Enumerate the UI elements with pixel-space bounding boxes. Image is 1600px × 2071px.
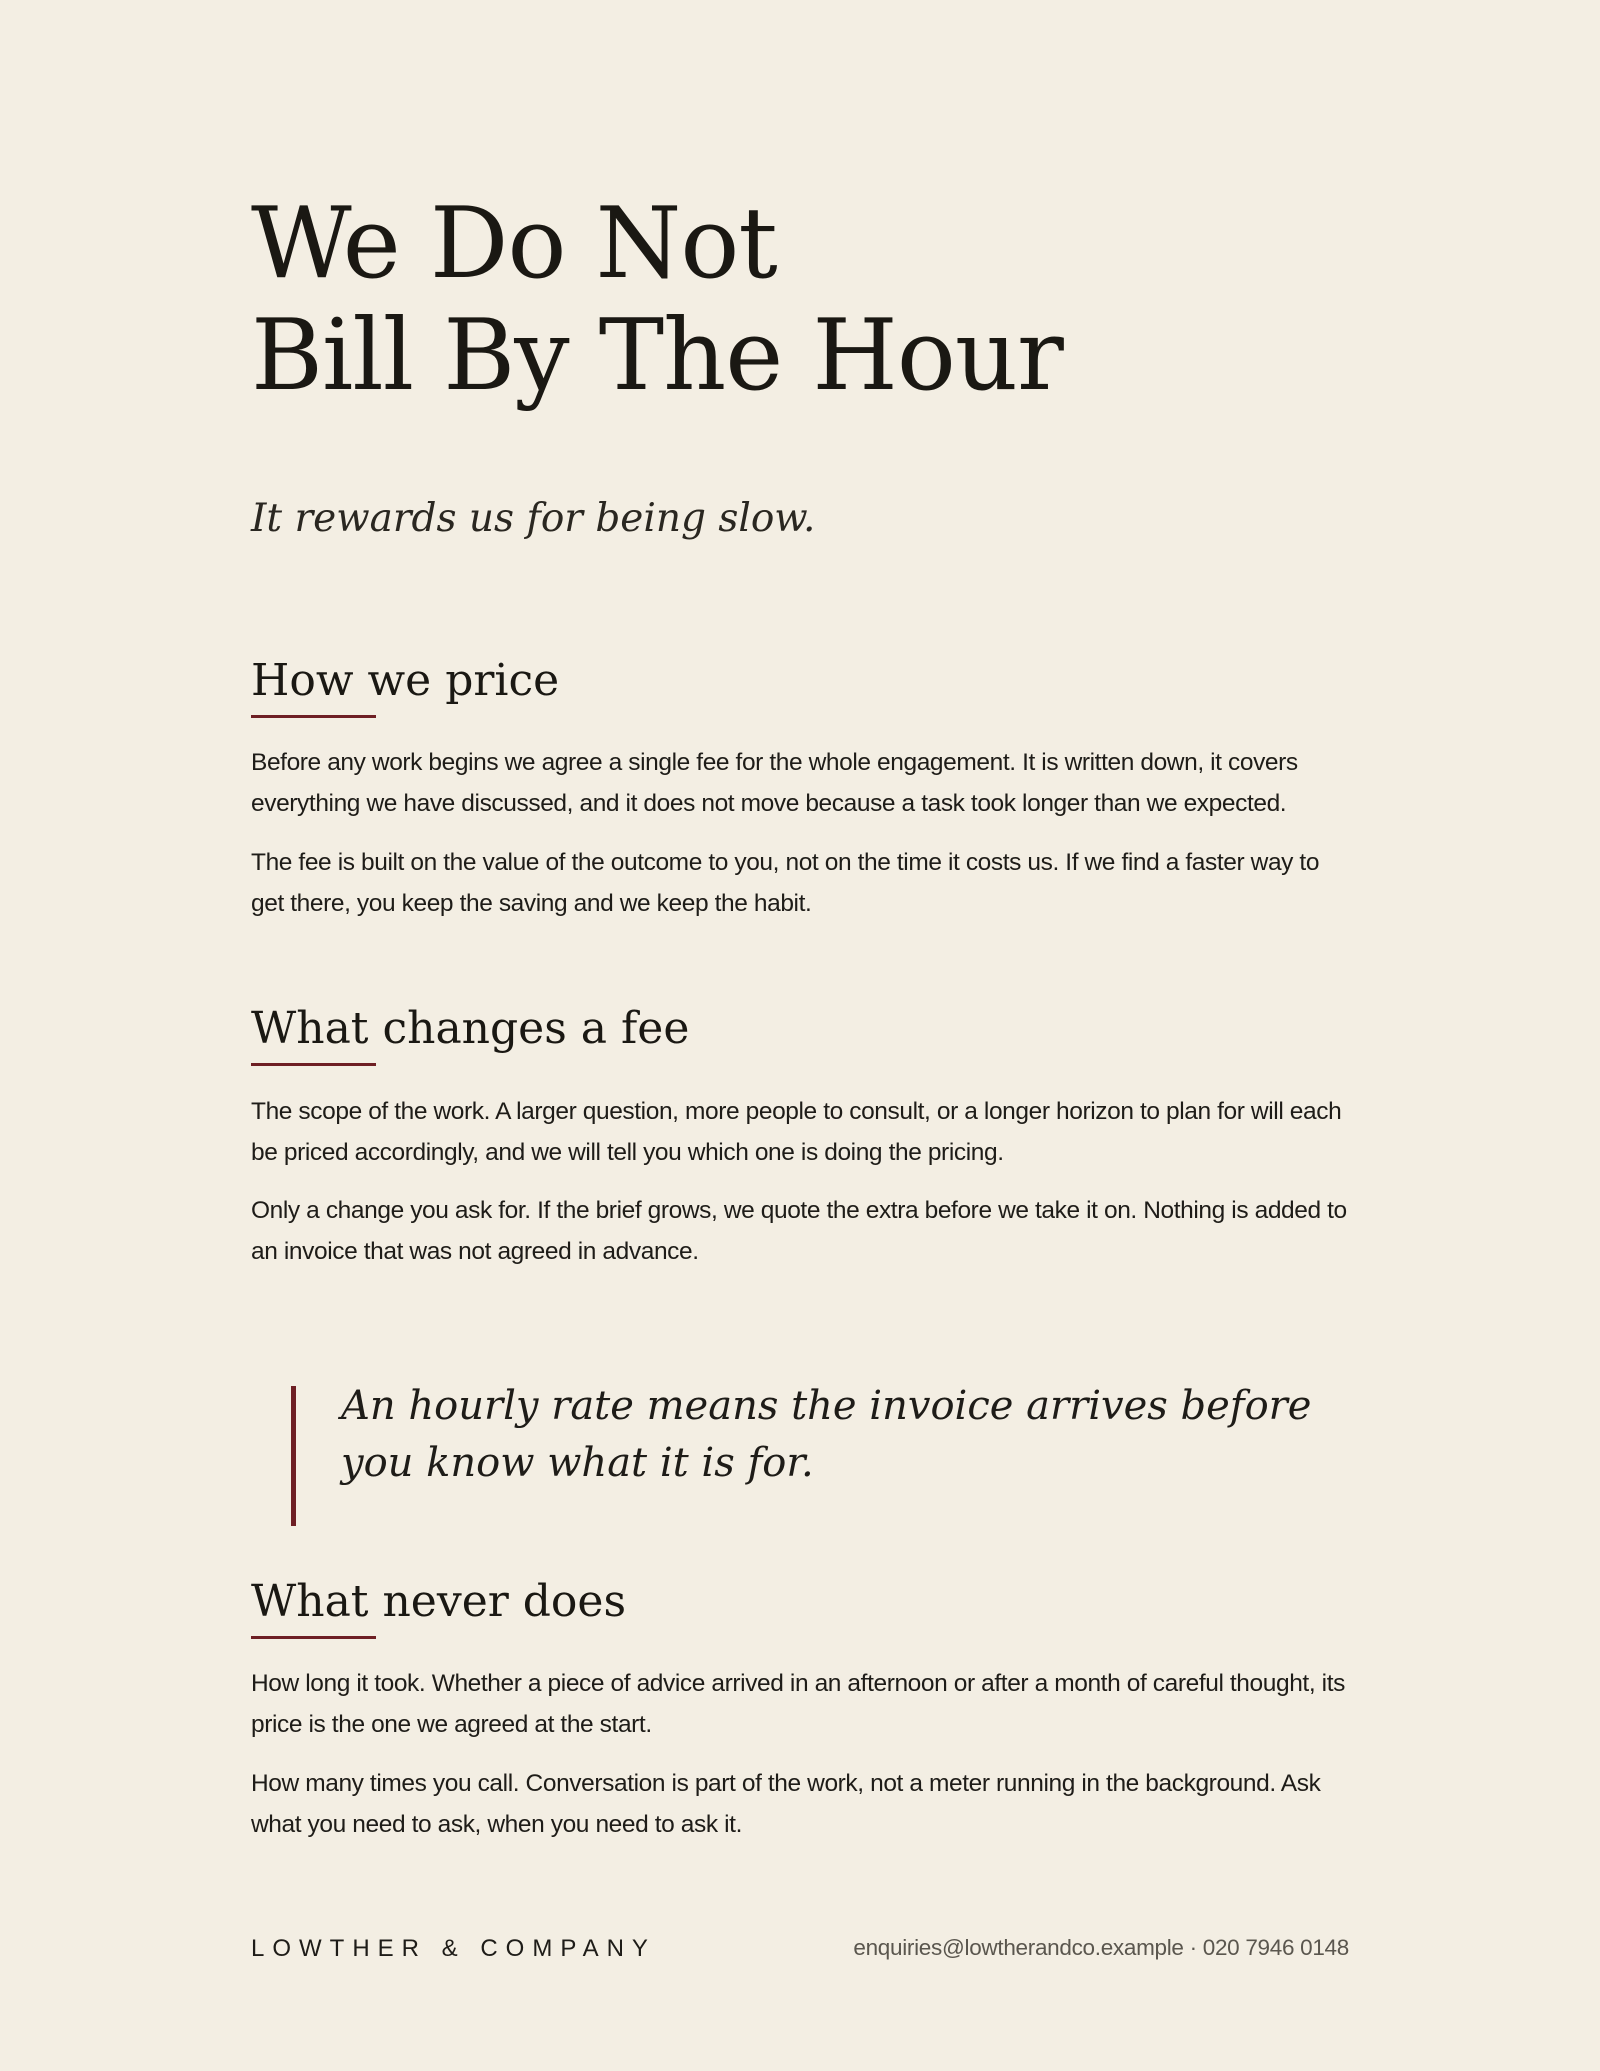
footer-contact: enquiries@lowtherandco.example · 020 7946 0148 [853, 1935, 1349, 1960]
section-rule [251, 1063, 376, 1066]
section-paragraph: Before any work begins we agree a single fee for the whole engagement. It is written down, it covers everything we have discussed, and it does not move because a task took longer than we expected. [251, 749, 1298, 817]
section-paragraph: How many times you call. Conversation is part of the work, not a meter running in the background. Ask what you need to ask, when you need to ask it. [251, 1770, 1321, 1838]
section-paragraph: The scope of the work. A larger question, more people to consult, or a longer horizon to plan for will each be priced accordingly, and we will tell you which one is doing the pricing. [251, 1098, 1342, 1166]
section-paragraph: How long it took. Whether a piece of advice arrived in an afternoon or after a month of careful thought, its price is the one we agreed at the start. [251, 1670, 1345, 1738]
page-title [251, 188, 1063, 412]
footer-brand: LOWTHER & COMPANY [251, 1935, 656, 1962]
page-title-line-2: Bill By The Hour [251, 299, 1063, 413]
section-heading-how-we-price: How we price [251, 655, 560, 706]
page-title-line-1: We Do Not [251, 187, 777, 301]
section-heading-what-never-does: What never does [251, 1576, 627, 1627]
pull-quote-text: An hourly rate means the invoice arrives before you know what it is for. [341, 1383, 1312, 1486]
section-paragraph: Only a change you ask for. If the brief grows, we quote the extra before we take it on. Nothing is added to an invoice that was not agreed in advance. [251, 1197, 1347, 1265]
section-rule [251, 715, 376, 718]
section-paragraph: The fee is built on the value of the outcome to you, not on the time it costs us. If we find a faster way to get there, you keep the saving and we keep the habit. [251, 849, 1320, 917]
page-subtitle: It rewards us for being slow. [251, 496, 816, 541]
section-heading-what-changes-a-fee: What changes a fee [251, 1003, 690, 1054]
section-rule [251, 1636, 376, 1639]
pull-quote [291, 1383, 1341, 1526]
